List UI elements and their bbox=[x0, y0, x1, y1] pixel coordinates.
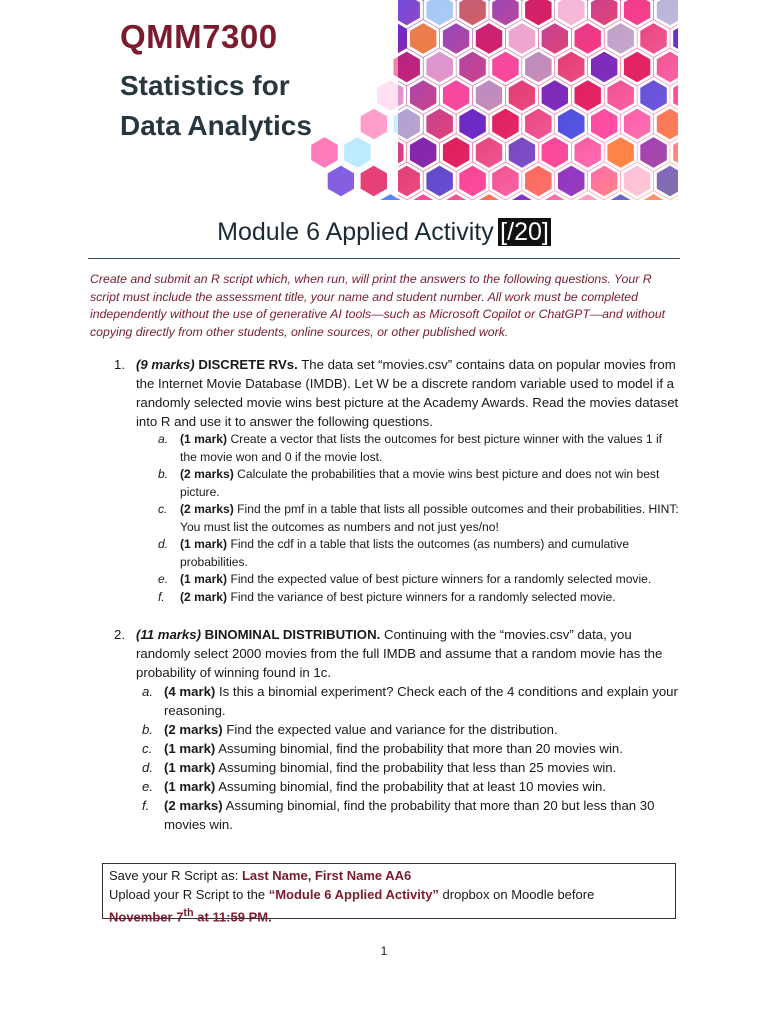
hexagon-cell bbox=[359, 164, 388, 198]
question-number: 1. bbox=[114, 357, 125, 372]
save-prefix: Save your R Script as: bbox=[109, 868, 242, 883]
hexagon-cell bbox=[590, 164, 619, 198]
hexagon-cell bbox=[474, 136, 503, 170]
hexagon-cell bbox=[606, 79, 636, 113]
question-2 bbox=[114, 625, 680, 834]
question-body bbox=[136, 625, 680, 682]
hexagon-cell bbox=[557, 164, 587, 198]
sub-question-2a bbox=[142, 682, 680, 720]
hexagon-cell bbox=[655, 164, 678, 198]
hexagon-cell bbox=[409, 22, 438, 56]
sub-question-text: Assuming binomial, find the probability that less than 25 movies win. bbox=[218, 760, 617, 775]
hexagon-cell bbox=[441, 79, 470, 113]
hexagon-cell bbox=[507, 22, 536, 56]
sub-question-text: Is this a binomial experiment? Check each of the 4 conditions and explain your reasoning. bbox=[164, 684, 678, 718]
hexagon-cell bbox=[441, 22, 470, 56]
sub-question-2d bbox=[142, 758, 680, 777]
score-badge: [/20] bbox=[500, 218, 549, 246]
hexagon-cell bbox=[491, 50, 521, 84]
question-text: Continuing with the “movies.csv” data, you randomly select 2000 movies from the full IMDB and assume that a random movie has the probability of winning found in 1c. bbox=[136, 627, 663, 680]
sub-question-2e bbox=[142, 777, 680, 796]
hexagon-cell bbox=[359, 107, 388, 141]
sub-question-marks: (1 mark) bbox=[164, 741, 216, 756]
hexagon-cell bbox=[474, 22, 503, 56]
hexagon-cell bbox=[491, 107, 521, 141]
sub-question-letter: e. bbox=[158, 572, 169, 586]
sub-question-text: Create a vector that lists the outcomes for best picture winner with the values 1 if the movie won and 0 if the movie lost. bbox=[180, 432, 662, 464]
hexagon-cell bbox=[491, 164, 521, 198]
hexagon-cell bbox=[441, 136, 470, 170]
hexagon-cell bbox=[639, 22, 669, 56]
sub-question-1e bbox=[158, 571, 680, 589]
upload-instruction bbox=[109, 885, 669, 904]
sub-question-letter: f. bbox=[158, 589, 165, 604]
hexagon-cell bbox=[573, 136, 602, 170]
page-title: Module 6 Applied Activity bbox=[217, 218, 494, 246]
sub-question-letter: d. bbox=[158, 537, 169, 551]
hexagon-cell bbox=[639, 79, 669, 113]
hexagon-cell bbox=[409, 79, 438, 113]
sub-question-list bbox=[142, 682, 680, 834]
title-row bbox=[0, 218, 768, 247]
sub-question-text: Assuming binomial, find the probability that more than 20 movies win. bbox=[218, 741, 623, 756]
hexagon-cell bbox=[524, 164, 554, 198]
hexagon-cell bbox=[458, 164, 488, 198]
sub-question-letter: d. bbox=[142, 760, 153, 775]
sub-question-marks: (2 mark) bbox=[180, 589, 228, 604]
sub-question-marks: (2 marks) bbox=[164, 722, 223, 737]
hexagon-cell bbox=[392, 50, 421, 84]
hexagon-cell bbox=[392, 164, 421, 198]
hexagon-cell bbox=[606, 136, 636, 170]
sub-question-marks: (1 mark) bbox=[180, 537, 228, 551]
dropbox-name: “Module 6 Applied Activity” bbox=[268, 887, 439, 902]
hexagon-cell bbox=[326, 164, 355, 198]
hexagon-cell bbox=[524, 107, 554, 141]
course-name: Statistics for Data Analytics bbox=[120, 70, 312, 141]
deadline-ordinal: th bbox=[183, 907, 194, 919]
sub-question-text: Find the cdf in a table that lists the outcomes (as numbers) and cumulative probabilities. bbox=[180, 537, 630, 569]
submission-info-box bbox=[102, 863, 676, 925]
sub-question-text: Find the pmf in a table that lists all possible outcomes and their probabilities. HINT: You must list the outcomes as numbers and not just yes/no! bbox=[180, 502, 679, 534]
hexagon-cell bbox=[458, 50, 488, 84]
sub-question-1c bbox=[158, 501, 680, 536]
course-banner bbox=[98, 0, 678, 200]
hexagon-cell bbox=[590, 107, 619, 141]
hexagon-cell bbox=[425, 164, 455, 198]
hexagon-cell bbox=[655, 50, 678, 84]
hexagon-cell bbox=[409, 136, 438, 170]
sub-question-list bbox=[158, 431, 680, 606]
deadline-time: at 11:59 PM. bbox=[193, 909, 272, 925]
save-filename: Last Name, First Name AA6 bbox=[241, 868, 412, 883]
hexagon-cell bbox=[458, 107, 488, 141]
sub-question-1f bbox=[158, 589, 680, 607]
hexagon-cell bbox=[655, 107, 678, 141]
hexagon-cell bbox=[573, 79, 602, 113]
save-instruction bbox=[109, 866, 669, 885]
question-text: The data set “movies.csv” contains data on popular movies from the Internet Movie Database (IMDB). Let W be a discrete random variable used to model if a randomly selected movie wins best picture at the Academy Awards. Read the movies dataset into R and use it to answer the following questions. bbox=[136, 357, 679, 429]
hexagon-cell bbox=[376, 136, 406, 170]
title-divider bbox=[88, 258, 680, 259]
sub-question-marks: (4 mark) bbox=[164, 684, 216, 699]
question-1 bbox=[114, 355, 680, 606]
question-body bbox=[136, 355, 680, 431]
hexagon-cell bbox=[376, 79, 406, 113]
hexagon-cell bbox=[524, 50, 554, 84]
hexagon-cell bbox=[507, 136, 536, 170]
hexagon-cell bbox=[392, 107, 421, 141]
hexagon-cell bbox=[540, 136, 569, 170]
page-number: 1 bbox=[380, 944, 388, 958]
hexagon-cell bbox=[540, 79, 569, 113]
sub-question-letter: b. bbox=[158, 467, 169, 481]
question-number: 2. bbox=[114, 627, 125, 642]
hexagon-cell bbox=[573, 22, 602, 56]
sub-question-text: Assuming binomial, find the probability that more than 20 but less than 30 movies win. bbox=[164, 798, 655, 832]
sub-question-letter: b. bbox=[142, 722, 153, 737]
question-topic: DISCRETE RVs. bbox=[198, 357, 298, 372]
sub-question-text: Calculate the probabilities that a movie wins best picture and does not win best picture. bbox=[180, 467, 660, 499]
sub-question-letter: a. bbox=[142, 684, 153, 699]
course-code: QMM7300 bbox=[120, 18, 278, 55]
sub-question-letter: c. bbox=[142, 741, 153, 756]
sub-question-marks: (2 marks) bbox=[180, 467, 234, 481]
sub-question-marks: (1 mark) bbox=[180, 572, 228, 586]
sub-question-1b bbox=[158, 466, 680, 501]
hexagon-cell bbox=[622, 164, 651, 198]
upload-suffix: dropbox on Moodle before bbox=[438, 887, 595, 902]
deadline-date: November 7 bbox=[109, 909, 184, 925]
hexagon-cell bbox=[557, 50, 587, 84]
question-marks: (9 marks) bbox=[136, 357, 195, 372]
hexagon-cell bbox=[425, 107, 455, 141]
sub-question-marks: (1 mark) bbox=[180, 432, 228, 446]
sub-question-letter: a. bbox=[158, 432, 169, 446]
sub-question-1d bbox=[158, 536, 680, 571]
sub-question-marks: (1 mark) bbox=[164, 779, 216, 794]
sub-question-text: Assuming binomial, find the probability that at least 10 movies win. bbox=[218, 779, 607, 794]
hexagon-cell bbox=[425, 50, 455, 84]
upload-prefix: Upload your R Script to the bbox=[109, 887, 269, 902]
hexagon-cell bbox=[639, 136, 669, 170]
sub-question-marks: (2 marks) bbox=[164, 798, 223, 813]
hexagon-cell bbox=[507, 79, 536, 113]
sub-question-text: Find the expected value of best picture winners for a randomly selected movie. bbox=[230, 572, 652, 586]
sub-question-marks: (2 marks) bbox=[180, 502, 234, 516]
hexagon-cell bbox=[474, 79, 503, 113]
hexagon-cell bbox=[622, 107, 651, 141]
sub-question-text: Find the variance of best picture winners for a randomly selected movie. bbox=[230, 589, 616, 604]
sub-question-letter: f. bbox=[142, 798, 150, 813]
sub-question-2c bbox=[142, 739, 680, 758]
hexagon-cell bbox=[590, 50, 619, 84]
hexagon-pattern-image bbox=[298, 0, 678, 200]
hexagon-cell bbox=[606, 22, 636, 56]
deadline bbox=[109, 904, 669, 926]
hexagon-cell bbox=[557, 107, 587, 141]
hexagon-cell bbox=[622, 50, 651, 84]
sub-question-1a bbox=[158, 431, 680, 466]
sub-question-letter: c. bbox=[158, 502, 168, 516]
question-topic: BINOMINAL DISTRIBUTION. bbox=[204, 627, 381, 642]
sub-question-letter: e. bbox=[142, 779, 153, 794]
instructions-text: Create and submit an R script which, when run, will print the answers to the following questions. Your R script must include the assessment title, your name and student number. All work must be completed independently without the use of generative AI tools—such as Microsoft Copilot or ChatGPT—and without copying directly from other students, online sources, or other published work. bbox=[90, 272, 666, 339]
sub-question-marks: (1 mark) bbox=[164, 760, 216, 775]
question-marks: (11 marks) bbox=[136, 627, 201, 642]
sub-question-2f bbox=[142, 796, 680, 834]
sub-question-2b bbox=[142, 720, 680, 739]
sub-question-text: Find the expected value and variance for the distribution. bbox=[226, 722, 558, 737]
hexagon-cell bbox=[540, 22, 569, 56]
